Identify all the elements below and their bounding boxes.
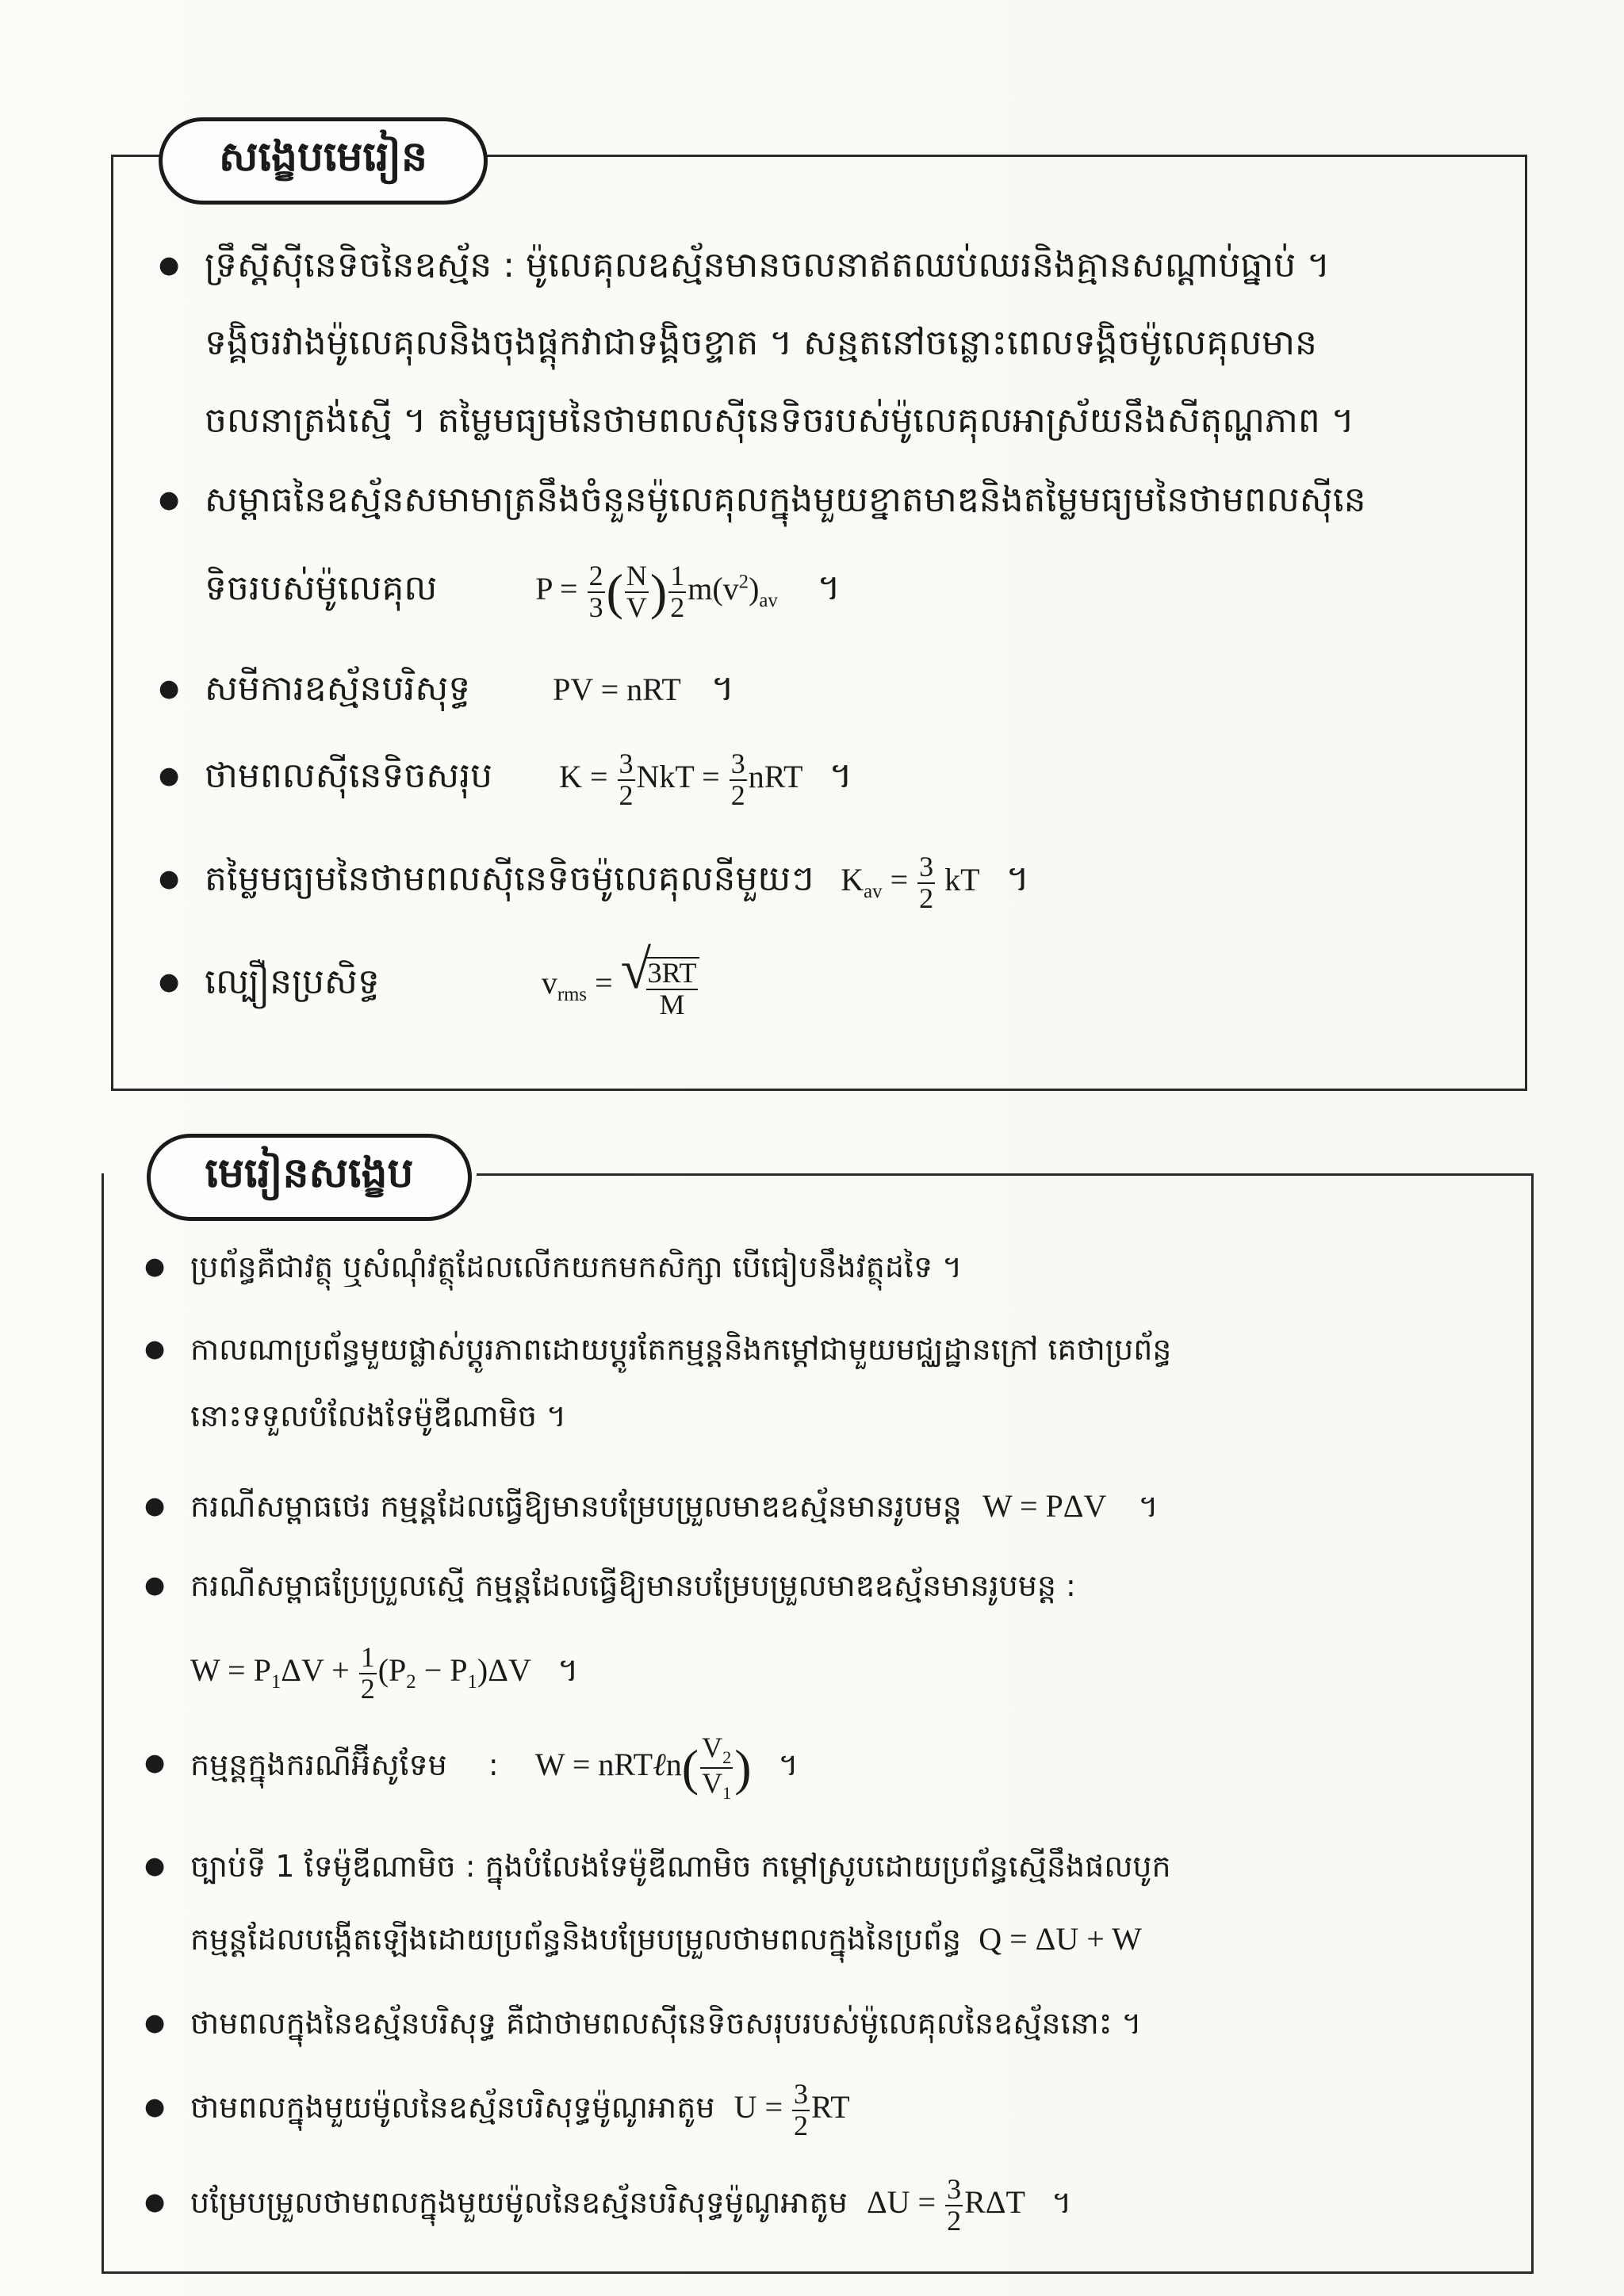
- isothermal-work-formula: W = nRTℓn( $\frac{V_2}{V_1}$ ): [534, 1732, 752, 1803]
- s2-item-1: [144, 1237, 963, 1297]
- bullet-icon: ●: [144, 1571, 166, 1599]
- s1-item-1-line1: ទ្រឹស្តីស៊ីនេទិចនៃឧស្ម័ន : ម៉ូលេគុលឧស្ម័នមានចលនាឥតឈប់ឈរនិងគ្មានសណ្តាប់ធ្នាប់ ។: [205, 245, 1331, 285]
- s2-item-3-end: ។: [1138, 1489, 1159, 1524]
- s1-item-3-label: សមីការឧស្ម័នបរិសុទ្ធ: [205, 668, 471, 709]
- s2-item-3: [144, 1476, 1159, 1536]
- s2-item-4-formula-line: [190, 1635, 579, 1718]
- linear-pressure-work-formula: $W = P_1\Delta V$ + $\frac{1}{2}$ $(P_2 - P_1)\Delta V$: [190, 1641, 539, 1705]
- bullet-icon: ●: [159, 762, 180, 790]
- pressure-formula: P = $\frac{2}{3}$ ( $\frac{N}{V}$ ) $\frac{1}{2}$ $m(v^2)_{av}$: [535, 560, 778, 624]
- bullet-icon: ●: [144, 1492, 166, 1520]
- section-1-title: សង្ខេបមេរៀន: [159, 117, 488, 205]
- s1-item-2-end: ។: [817, 568, 841, 609]
- s2-item-4: [144, 1556, 1076, 1616]
- s2-item-6-line2: កម្មន្តដែលបង្កើតឡើងដោយប្រព័ន្ធនិងបម្រែបម្រួលថាមពលក្នុងនៃប្រព័ន្ធ: [190, 1922, 962, 1957]
- s1-item-1: [159, 227, 1331, 304]
- s2-item-8-text: ថាមពលក្នុងមួយម៉ូលនៃឧស្ម័នបរិសុទ្ធម៉ូណូអាតូម: [190, 2090, 715, 2125]
- s1-item-2-cont: [205, 544, 841, 640]
- s2-item-5-end: ។: [778, 1747, 799, 1782]
- s2-item-5: [144, 1732, 799, 1803]
- bullet-icon: ●: [144, 2188, 166, 2216]
- s1-item-2: [159, 461, 1366, 539]
- s2-item-8: [144, 2077, 850, 2141]
- bullet-icon: ●: [144, 1852, 166, 1880]
- s2-item-9: [144, 2172, 1072, 2237]
- average-kinetic-energy-formula: $K_{av}$ = $\frac{3}{2}$ kT: [841, 851, 987, 914]
- bullet-icon: ●: [144, 1335, 166, 1363]
- s2-item-7-text: ថាមពលក្នុងនៃឧស្ម័នបរិសុទ្ធ គឺជាថាមពលស៊ីនេទិចសរុបរបស់ម៉ូលេគុលនៃឧស្ម័ននោះ ។: [190, 2006, 1142, 2041]
- internal-energy-change-formula: ΔU = $\frac{3}{2}$ RΔT: [866, 2173, 1033, 2237]
- constant-pressure-work-formula: W = PΔV: [982, 1488, 1107, 1524]
- s2-item-1-text: ប្រព័ន្ធគឺជាវត្ថុ ឬសំណុំវត្ថុដែលលើកយកមកសិក្សា បើធៀបនឹងវត្ថុដទៃ ។: [190, 1249, 963, 1284]
- s2-item-9-text: បម្រែបម្រួលថាមពលក្នុងមួយម៉ូលនៃឧស្ម័នបរិសុទ្ធម៉ូណូអាតូម: [190, 2185, 848, 2220]
- total-kinetic-energy-formula: K = $\frac{3}{2}$ NkT = $\frac{3}{2}$ nRT: [559, 748, 810, 811]
- bullet-icon: ●: [159, 486, 180, 514]
- bullet-icon: ●: [144, 2009, 166, 2037]
- s1-item-3: [159, 650, 734, 729]
- s1-item-5-label: តម្លៃមធ្យមនៃថាមពលស៊ីនេទិចម៉ូលេគុលនីមួយៗ: [205, 859, 814, 899]
- bullet-icon: ●: [159, 865, 180, 893]
- s2-item-6: [144, 1836, 1171, 1896]
- rms-speed-formula: $v_{rms}$ = √ $\frac{3RT}{M}$: [542, 965, 700, 1001]
- s1-item-2-line1: សម្ពាធនៃឧស្ម័នសមាមាត្រនឹងចំនួនម៉ូលេគុលក្នុងមួយខ្នាតមាឌនិងតម្លៃមធ្យមនៃថាមពលស៊ីនេ: [205, 480, 1366, 520]
- s1-item-1-line3: ចលនាត្រង់ស្មើ ។ តម្លៃមធ្យមនៃថាមពលស៊ីនេទិចរបស់ម៉ូលេគុលអាស្រ័យនឹងសីតុណ្ហភាព ។: [205, 400, 1354, 441]
- s2-item-2: [144, 1319, 1172, 1380]
- ideal-gas-formula: PV = nRT: [553, 672, 681, 707]
- section-2-title: មេរៀនសង្ខេប: [147, 1134, 472, 1221]
- s2-item-7: [144, 1993, 1142, 2053]
- s1-item-6: [159, 939, 699, 1034]
- s1-item-4-label: ថាមពលស៊ីនេទិចសរុប: [205, 756, 493, 796]
- s1-item-4-end: ។: [829, 756, 852, 796]
- s2-item-2-cont: [190, 1386, 566, 1446]
- s1-item-3-end: ។: [710, 668, 734, 709]
- s2-item-4-end: ។: [557, 1652, 579, 1689]
- s1-item-1-cont2: [205, 382, 1354, 460]
- s2-item-5-label: កម្មន្តក្នុងករណីអ៊ីសូទែម: [190, 1747, 447, 1782]
- s1-item-1-line2: ទង្គិចរវាងម៉ូលេគុលនិងចុងផ្តុកវាជាទង្គិចខ្ទាត ។ សន្មតនៅចន្លោះពេលទង្គិចម៉ូលេគុលមាន: [205, 323, 1317, 363]
- s2-item-2-line2: នោះទទួលបំលែងទែម៉ូឌីណាមិច ។: [190, 1399, 567, 1433]
- s2-item-6-cont: [190, 1909, 1142, 1969]
- s1-item-5-end: ។: [1005, 859, 1029, 899]
- s2-item-9-end: ។: [1051, 2185, 1072, 2220]
- s2-item-4-text: ករណីសម្ពាធប្រែប្រួលស្មើ កម្មន្តដែលធ្វើឱ្យមានបម្រែបម្រួលមាឌឧស្ម័នមានរូបមន្ត :: [190, 1568, 1076, 1603]
- s1-item-6-label: ល្បឿនប្រសិទ្ធ: [205, 962, 380, 1002]
- s2-item-3-text: ករណីសម្ពាធថេរ កម្មន្តដែលធ្វើឱ្យមានបម្រែបម្រួលមាឌឧស្ម័នមានរូបមន្ត: [190, 1489, 962, 1524]
- internal-energy-formula: U = $\frac{3}{2}$ RT: [733, 2078, 850, 2141]
- bullet-icon: ●: [159, 251, 180, 279]
- bullet-icon: ●: [144, 2093, 166, 2121]
- s2-item-2-line1: កាលណាប្រព័ន្ធមួយផ្លាស់ប្តូរភាពដោយប្តូរតែកម្មន្តនិងកម្តៅជាមួយមជ្ឈដ្ឋានក្រៅ គេថាប្រព័ន្ធ: [190, 1332, 1172, 1367]
- s1-item-1-cont: [205, 304, 1317, 382]
- s2-item-6-line1: ច្បាប់ទី 1 ទែម៉ូឌីណាមិច : ក្នុងបំលែងទែម៉ូឌីណាមិច កម្តៅស្រូបដោយប្រព័ន្ធស្មើនឹងផលបូក: [190, 1849, 1171, 1884]
- bullet-icon: ●: [159, 675, 180, 702]
- first-law-formula: Q = ΔU + W: [979, 1921, 1142, 1957]
- bullet-icon: ●: [159, 968, 180, 996]
- s2-item-5-colon: :: [488, 1747, 499, 1782]
- bullet-icon: ●: [144, 1253, 166, 1280]
- s1-item-2-line2: ទិចរបស់ម៉ូលេគុល: [205, 568, 438, 609]
- bullet-icon: ●: [144, 1749, 166, 1777]
- s1-item-4: [159, 737, 852, 816]
- s1-item-5: [159, 840, 1029, 931]
